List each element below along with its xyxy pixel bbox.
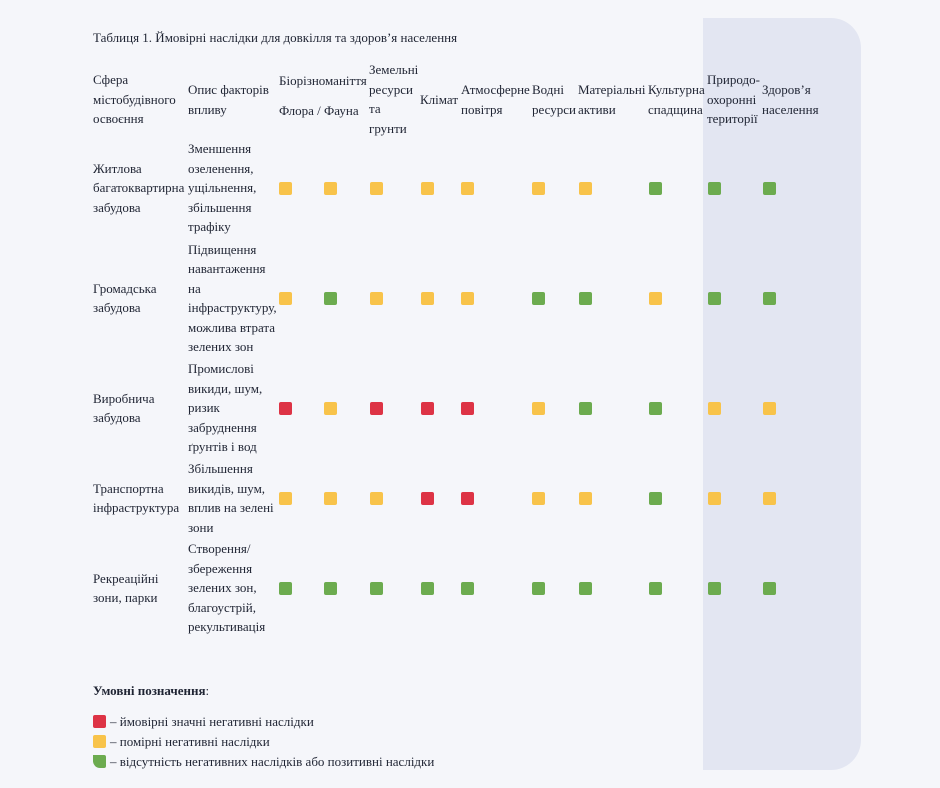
row-sphere-line: Виробнича bbox=[93, 390, 155, 406]
rating-green-square bbox=[461, 582, 474, 595]
row-factors bbox=[188, 459, 280, 537]
row-factors-line: збереження bbox=[188, 560, 253, 576]
row-factors-line: Створення/ bbox=[188, 541, 251, 557]
rating-yellow-square bbox=[324, 182, 337, 195]
header-water-line: ресурси bbox=[532, 101, 576, 117]
row-factors-line: ущільнення, bbox=[188, 180, 257, 196]
header-protected-line: охоронні bbox=[707, 91, 757, 107]
rating-green-square bbox=[763, 182, 776, 195]
row-factors-line: викидів, шум, bbox=[188, 480, 266, 496]
header-cultural-line: Культурна bbox=[648, 82, 705, 97]
row-factors-line: озеленення, bbox=[188, 160, 254, 176]
header-sphere bbox=[93, 70, 176, 129]
rating-green-square bbox=[649, 492, 662, 505]
red-square-icon bbox=[93, 715, 106, 728]
header-air bbox=[461, 80, 530, 119]
green-leaf-icon bbox=[93, 755, 106, 768]
row-factors-line: Зменшення bbox=[188, 141, 252, 157]
row-factors-line: Збільшення bbox=[188, 461, 253, 476]
header-sphere-line: містобудівного bbox=[93, 91, 176, 107]
rating-green-square bbox=[370, 582, 383, 595]
row-sphere-line: забудова bbox=[93, 199, 141, 215]
header-air-line: повітря bbox=[461, 101, 503, 117]
header-health-line: Здоров’я bbox=[762, 82, 811, 97]
rating-yellow-square bbox=[649, 292, 662, 305]
row-factors-line: Промислові bbox=[188, 361, 254, 377]
header-water-line: Водні bbox=[532, 82, 564, 97]
row-factors-line: благоустрій, bbox=[188, 599, 256, 615]
legend-title: Умовні позначення: bbox=[93, 683, 210, 698]
row-factors-line: на bbox=[188, 280, 201, 296]
rating-yellow-square bbox=[370, 492, 383, 505]
header-water bbox=[532, 80, 576, 119]
row-factors-line: забруднення bbox=[188, 419, 257, 435]
header-land-line: грунти bbox=[369, 120, 407, 136]
row-factors bbox=[188, 359, 280, 457]
rating-yellow-square bbox=[763, 492, 776, 505]
row-factors-line: зелених зон, bbox=[188, 580, 257, 596]
rating-red-square bbox=[421, 492, 434, 505]
rating-yellow-square bbox=[279, 292, 292, 305]
rating-green-square bbox=[579, 582, 592, 595]
header-sphere-line: освоєння bbox=[93, 111, 144, 126]
header-cultural-line: спадщина bbox=[648, 101, 703, 117]
rating-green-square bbox=[708, 582, 721, 595]
rating-green-square bbox=[532, 292, 545, 305]
rating-green-square bbox=[324, 292, 337, 305]
header-sphere-line: Сфера bbox=[93, 72, 129, 87]
rating-red-square bbox=[461, 492, 474, 505]
rating-yellow-square bbox=[370, 182, 383, 195]
row-sphere-line: Рекреаційні bbox=[93, 570, 159, 586]
row-factors bbox=[188, 139, 280, 237]
header-material bbox=[578, 80, 645, 119]
rating-yellow-square bbox=[579, 492, 592, 505]
legend-item-red: – ймовірні значні негативні наслідки bbox=[93, 714, 314, 729]
header-factors-line: Опис факторів bbox=[188, 82, 269, 97]
row-sphere bbox=[93, 279, 188, 318]
rating-yellow-square bbox=[763, 402, 776, 415]
rating-yellow-square bbox=[532, 182, 545, 195]
rating-green-square bbox=[649, 182, 662, 195]
rating-yellow-square bbox=[324, 402, 337, 415]
row-sphere-line: Громадська bbox=[93, 280, 157, 296]
header-land-line: Земельні bbox=[369, 62, 419, 77]
row-sphere-line: Транспортна bbox=[93, 480, 164, 496]
rating-yellow-square bbox=[421, 182, 434, 195]
header-health-line: населення bbox=[762, 101, 819, 117]
header-land bbox=[369, 60, 418, 138]
header-health bbox=[762, 80, 819, 119]
rating-yellow-square bbox=[279, 492, 292, 505]
row-factors-line: можлива втрата bbox=[188, 319, 276, 335]
row-factors-line: зелених зон bbox=[188, 339, 254, 354]
row-sphere-line: забудова bbox=[93, 410, 141, 425]
header-factors-line: впливу bbox=[188, 101, 227, 117]
row-factors-line: трафіку bbox=[188, 219, 231, 235]
row-factors-line: зони bbox=[188, 519, 214, 535]
header-cultural bbox=[648, 80, 705, 119]
header-land-line: та bbox=[369, 101, 381, 116]
rating-yellow-square bbox=[461, 182, 474, 195]
row-sphere-line: забудова bbox=[93, 300, 141, 315]
rating-green-square bbox=[763, 582, 776, 595]
header-climate: Клімат bbox=[420, 92, 459, 107]
header-land-line: ресурси bbox=[369, 81, 413, 97]
rating-red-square bbox=[461, 402, 474, 415]
header-air-line: Атмосферне bbox=[461, 82, 530, 97]
row-sphere-line: багатоквартирна bbox=[93, 180, 185, 196]
row-factors bbox=[188, 539, 280, 637]
rating-yellow-square bbox=[708, 492, 721, 505]
rating-yellow-square bbox=[279, 182, 292, 195]
row-factors-line: навантаження bbox=[188, 261, 266, 276]
rating-green-square bbox=[579, 292, 592, 305]
row-factors bbox=[188, 240, 280, 357]
row-sphere-line: Житлова bbox=[93, 160, 142, 176]
row-sphere-line: зони, парки bbox=[93, 590, 158, 605]
rating-red-square bbox=[370, 402, 383, 415]
rating-yellow-square bbox=[532, 402, 545, 415]
header-factors bbox=[188, 80, 269, 119]
header-biodiversity bbox=[279, 71, 367, 120]
row-sphere-line: інфраструктура bbox=[93, 500, 180, 515]
row-factors-line: викиди, шум, bbox=[188, 380, 263, 396]
header-material-line: активи bbox=[578, 101, 616, 117]
table-caption: Таблиця 1. Ймовірні наслідки для довкілля та здоров’я населення bbox=[93, 30, 458, 45]
row-factors-line: вплив на зелені bbox=[188, 500, 274, 515]
row-factors-line: ризик bbox=[188, 400, 220, 416]
row-factors-line: ґрунтів і вод bbox=[188, 439, 257, 455]
legend-item-yellow: – помірні негативні наслідки bbox=[93, 734, 270, 749]
header-biodiversity-line: Біорізноманіття bbox=[279, 73, 367, 88]
rating-yellow-square bbox=[421, 292, 434, 305]
header-biodiversity-line: Флора / Фауна bbox=[279, 102, 359, 118]
rating-yellow-square bbox=[579, 182, 592, 195]
rating-green-square bbox=[763, 292, 776, 305]
rating-yellow-square bbox=[532, 492, 545, 505]
row-sphere bbox=[93, 389, 188, 428]
header-protected-line: території bbox=[707, 111, 758, 126]
rating-yellow-square bbox=[370, 292, 383, 305]
highlight-panel bbox=[703, 18, 861, 770]
rating-yellow-square bbox=[708, 402, 721, 415]
rating-green-square bbox=[579, 402, 592, 415]
row-factors-line: інфраструктуру, bbox=[188, 300, 277, 315]
rating-yellow-square bbox=[324, 492, 337, 505]
row-factors-line: Підвищення bbox=[188, 241, 257, 257]
rating-green-square bbox=[532, 582, 545, 595]
row-sphere bbox=[93, 569, 188, 608]
header-material-line: Матеріальні bbox=[578, 82, 646, 97]
row-factors-line: рекультивація bbox=[188, 619, 266, 635]
header-protected bbox=[707, 70, 760, 129]
rating-green-square bbox=[708, 182, 721, 195]
rating-red-square bbox=[421, 402, 434, 415]
rating-green-square bbox=[649, 582, 662, 595]
row-sphere bbox=[93, 159, 188, 218]
yellow-square-icon bbox=[93, 735, 106, 748]
rating-green-square bbox=[649, 402, 662, 415]
legend-item-green: – відсутність негативних наслідків або позитивні наслідки bbox=[93, 754, 434, 769]
rating-yellow-square bbox=[461, 292, 474, 305]
rating-green-square bbox=[421, 582, 434, 595]
rating-green-square bbox=[279, 582, 292, 595]
row-factors-line: збільшення bbox=[188, 199, 252, 215]
header-protected-line: Природо- bbox=[707, 72, 760, 87]
row-sphere bbox=[93, 479, 188, 518]
rating-red-square bbox=[279, 402, 292, 415]
rating-green-square bbox=[324, 582, 337, 595]
rating-green-square bbox=[708, 292, 721, 305]
